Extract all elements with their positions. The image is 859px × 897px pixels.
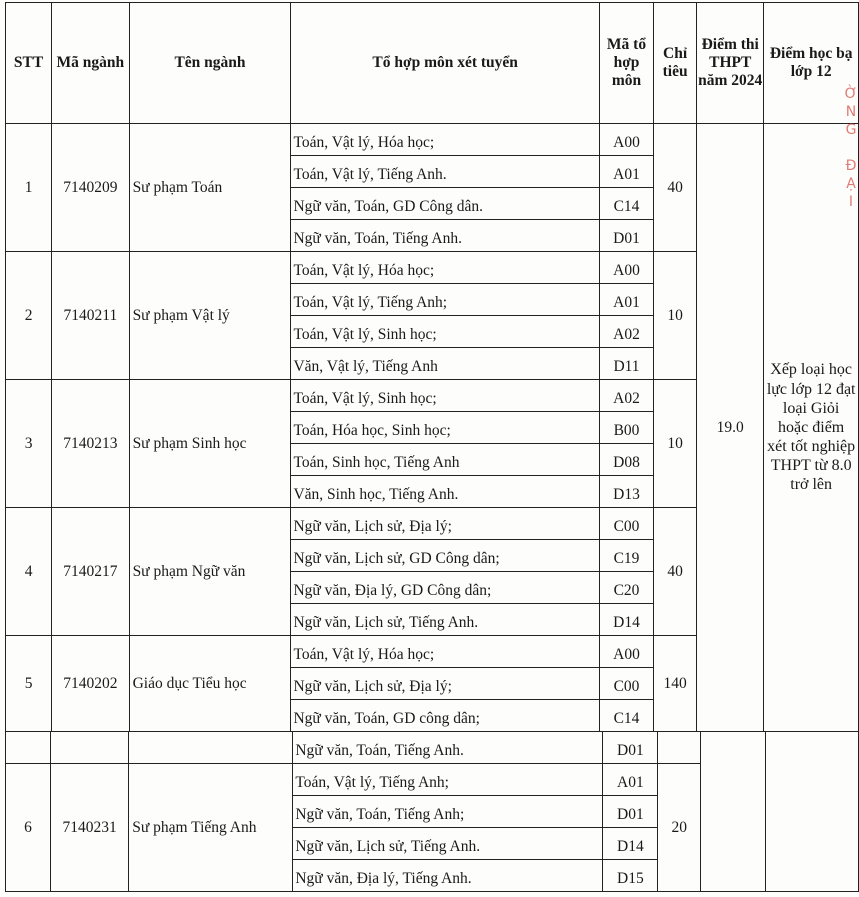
header-to-hop: Tổ hợp môn xét tuyển <box>291 3 599 124</box>
combo-code-cell: A00 <box>599 252 653 284</box>
combo-code-cell: C14 <box>599 188 653 220</box>
subject-combo-cell: Ngữ văn, Toán, Tiếng Anh; <box>293 796 603 828</box>
subject-combo-cell: Ngữ văn, Lịch sử, Tiếng Anh. <box>291 604 599 636</box>
quota-cell: 40 <box>654 124 697 252</box>
major-code-cell: 7140202 <box>52 636 129 732</box>
combo-code-cell: A02 <box>599 316 653 348</box>
subject-combo-cell: Toán, Sinh học, Tiếng Anh <box>291 444 599 476</box>
stt-cell: 6 <box>6 764 51 892</box>
stt-cell: 2 <box>6 252 52 380</box>
combo-code-cell: C19 <box>599 540 653 572</box>
stt-cell: 4 <box>6 508 52 636</box>
subject-combo-cell: Văn, Vật lý, Tiếng Anh <box>291 348 599 380</box>
table-row <box>6 732 859 764</box>
subject-combo-cell: Toán, Vật lý, Sinh học; <box>291 316 599 348</box>
quota-cell: 40 <box>654 508 697 636</box>
subject-combo-cell: Toán, Vật lý, Hóa học; <box>291 636 599 668</box>
stt-cell: 1 <box>6 124 52 252</box>
major-name-cell: Sư phạm Sinh học <box>129 380 291 508</box>
combo-code-cell: A01 <box>599 284 653 316</box>
major-code-cell: 7140213 <box>52 380 129 508</box>
subject-combo-cell: Ngữ văn, Toán, Tiếng Anh. <box>291 220 599 252</box>
subject-combo-cell: Toán, Vật lý, Tiếng Anh; <box>291 284 599 316</box>
subject-combo-cell: Ngữ văn, Lịch sử, Tiếng Anh. <box>293 828 603 860</box>
major-code-cell: 7140209 <box>52 124 129 252</box>
combo-code-cell: A00 <box>599 636 653 668</box>
quota-cell <box>658 732 701 764</box>
quota-cell: 10 <box>654 380 697 508</box>
subject-combo-cell: Văn, Sinh học, Tiếng Anh. <box>291 476 599 508</box>
major-code-cell: 7140211 <box>52 252 129 380</box>
combo-code-cell: C00 <box>599 508 653 540</box>
major-name-cell <box>129 732 293 764</box>
header-diem-hoc-ba: Điểm học bạ lớp 12 <box>764 3 859 124</box>
major-name-cell: Giáo dục Tiểu học <box>129 636 291 732</box>
admission-table <box>5 2 859 732</box>
header-stt: STT <box>6 3 52 124</box>
table-row <box>6 124 859 156</box>
header-chi-tieu: Chỉ tiêu <box>654 3 697 124</box>
stt-cell: 5 <box>6 636 52 732</box>
table-body <box>6 124 859 732</box>
combo-code-cell: D01 <box>603 732 658 764</box>
combo-code-cell: C20 <box>599 572 653 604</box>
quota-cell: 20 <box>658 764 701 892</box>
combo-code-cell: D01 <box>599 220 653 252</box>
major-code-cell: 7140231 <box>51 764 129 892</box>
subject-combo-cell: Toán, Vật lý, Hóa học; <box>291 124 599 156</box>
combo-code-cell: D14 <box>599 604 653 636</box>
combo-code-cell: A01 <box>603 764 658 796</box>
combo-code-cell: C00 <box>599 668 653 700</box>
stt-cell <box>6 732 51 764</box>
subject-combo-cell: Toán, Hóa học, Sinh học; <box>291 412 599 444</box>
combo-code-cell: D11 <box>599 348 653 380</box>
header-row <box>6 3 859 124</box>
header-ma-nganh: Mã ngành <box>52 3 129 124</box>
combo-code-cell: D08 <box>599 444 653 476</box>
stt-cell: 3 <box>6 380 52 508</box>
subject-combo-cell: Ngữ văn, Toán, Tiếng Anh. <box>293 732 603 764</box>
major-name-cell: Sư phạm Tiếng Anh <box>129 764 293 892</box>
header-ten-nganh: Tên ngành <box>129 3 291 124</box>
subject-combo-cell: Ngữ văn, Địa lý, Tiếng Anh. <box>293 860 603 892</box>
combo-code-cell: A00 <box>599 124 653 156</box>
combo-code-cell: A02 <box>599 380 653 412</box>
combo-code-cell: D15 <box>603 860 658 892</box>
red-stamp-mark: Ờ N G Đ Ạ I <box>844 86 858 210</box>
major-name-cell: Sư phạm Toán <box>129 124 291 252</box>
transcript-requirement-cell: Xếp loại học lực lớp 12 đạt loại Giỏi hoặc điểm xét tốt nghiệp THPT từ 8.0 trở lên <box>764 124 859 732</box>
table-body-continued <box>6 732 859 892</box>
subject-combo-cell: Ngữ văn, Toán, GD công dân; <box>291 700 599 732</box>
subject-combo-cell: Ngữ văn, Lịch sử, Địa lý; <box>291 668 599 700</box>
combo-code-cell: D13 <box>599 476 653 508</box>
combo-code-cell: C14 <box>599 700 653 732</box>
major-code-cell: 7140217 <box>52 508 129 636</box>
admission-table-continued <box>5 731 859 892</box>
subject-combo-cell: Toán, Vật lý, Tiếng Anh; <box>293 764 603 796</box>
subject-combo-cell: Toán, Vật lý, Tiếng Anh. <box>291 156 599 188</box>
thpt-score-cell <box>701 732 766 892</box>
major-name-cell: Sư phạm Vật lý <box>129 252 291 380</box>
header-ma-to-hop: Mã tổ hợp môn <box>599 3 653 124</box>
combo-code-cell: A01 <box>599 156 653 188</box>
quota-cell: 10 <box>654 252 697 380</box>
subject-combo-cell: Toán, Vật lý, Hóa học; <box>291 252 599 284</box>
thpt-score-cell: 19.0 <box>697 124 764 732</box>
subject-combo-cell: Ngữ văn, Địa lý, GD Công dân; <box>291 572 599 604</box>
major-code-cell <box>51 732 129 764</box>
quota-cell: 140 <box>654 636 697 732</box>
subject-combo-cell: Toán, Vật lý, Sinh học; <box>291 380 599 412</box>
combo-code-cell: D14 <box>603 828 658 860</box>
subject-combo-cell: Ngữ văn, Lịch sử, Địa lý; <box>291 508 599 540</box>
major-name-cell: Sư phạm Ngữ văn <box>129 508 291 636</box>
header-diem-thpt: Điểm thi THPT năm 2024 <box>697 3 764 124</box>
subject-combo-cell: Ngữ văn, Toán, GD Công dân. <box>291 188 599 220</box>
transcript-requirement-cell <box>766 732 859 892</box>
subject-combo-cell: Ngữ văn, Lịch sử, GD Công dân; <box>291 540 599 572</box>
combo-code-cell: D01 <box>603 796 658 828</box>
combo-code-cell: B00 <box>599 412 653 444</box>
